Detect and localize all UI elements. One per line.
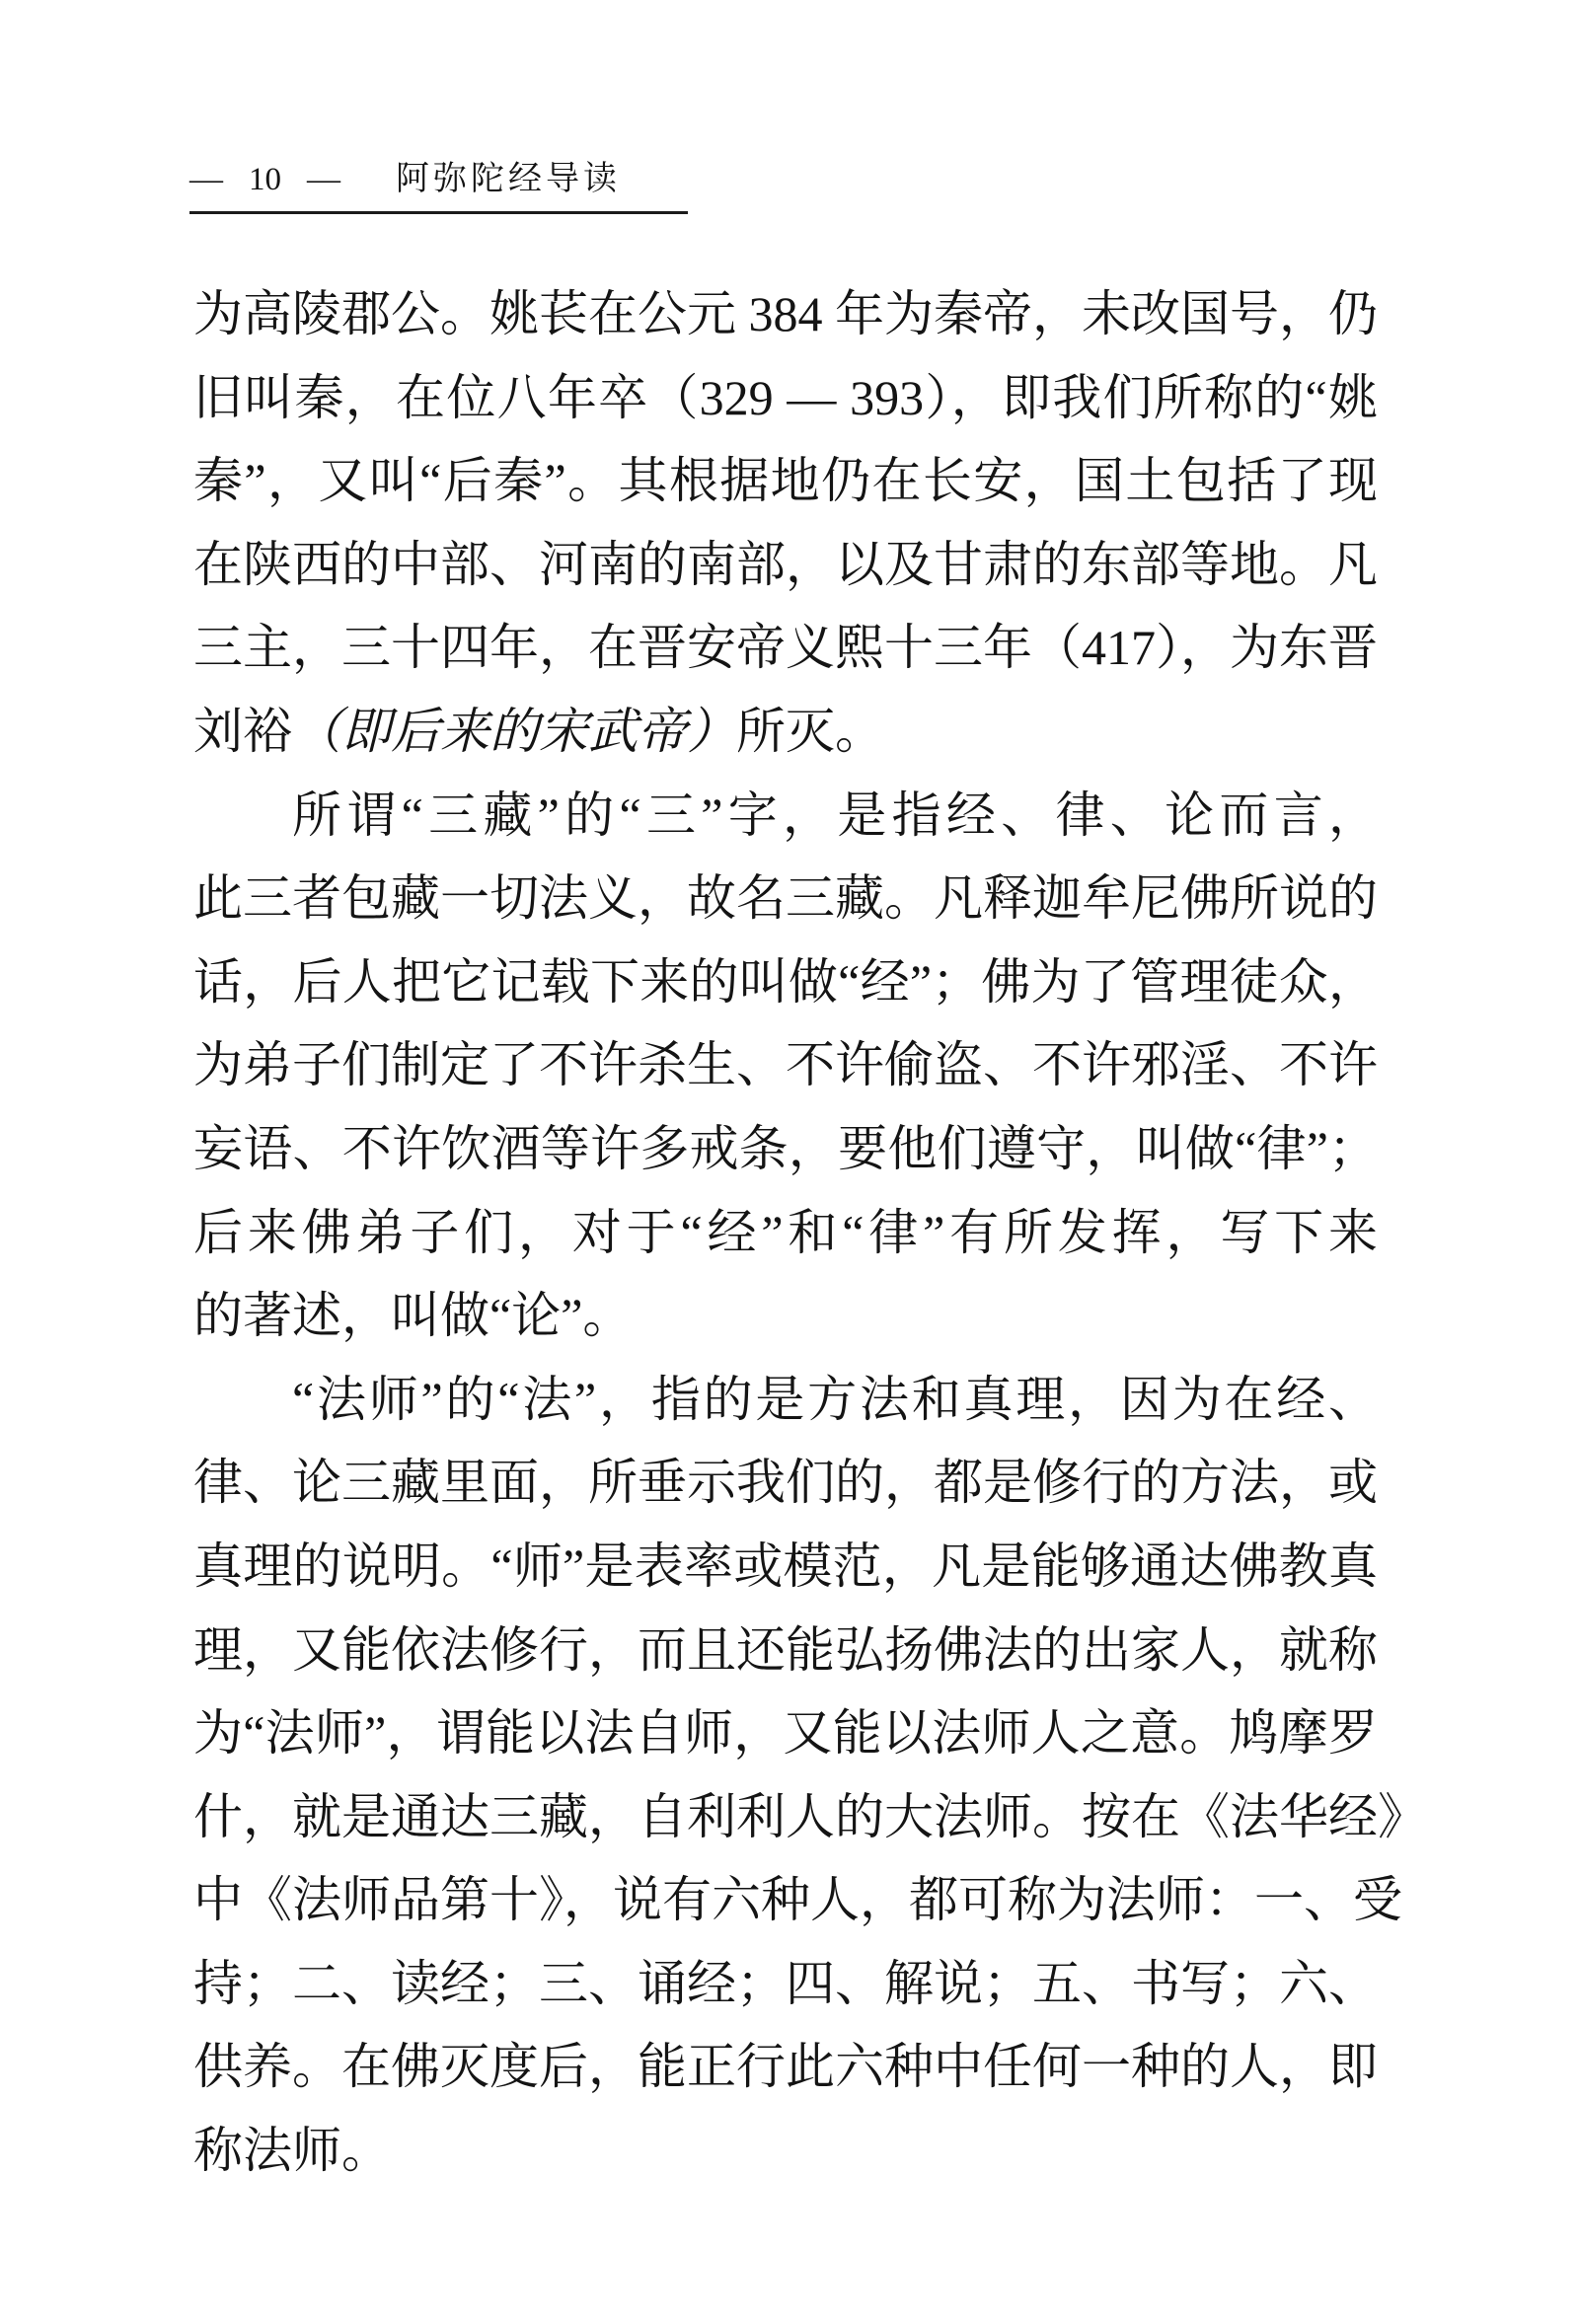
text-line: 话，后人把它记载下来的叫做“经”；佛为了管理徒众，	[193, 953, 1378, 1010]
paragraph-fashi	[193, 1358, 1427, 2193]
text-segment: 刘裕	[193, 703, 292, 759]
text-line: 中《法师品第十》，说有六种人，都可称为法师：一、受	[193, 1872, 1402, 1928]
text-line: 所谓“三藏”的“三”字，是指经、律、论而言，	[292, 787, 1378, 843]
text-line	[193, 690, 1378, 774]
text-line: 律、论三藏里面，所垂示我们的，都是修行的方法，或	[193, 1455, 1378, 1511]
text-line: 供养。在佛灭度后，能正行此六种中任何一种的人，即	[193, 2039, 1378, 2095]
paragraph-yaoqin	[193, 272, 1378, 774]
text-line: “法师”的“法”，指的是方法和真理，因为在经、	[292, 1371, 1378, 1427]
page-number-dash-right: —	[307, 161, 340, 197]
text-line: 为高陵郡公。姚苌在公元 384 年为秦帝，未改国号，仍	[193, 286, 1378, 341]
page-body	[193, 272, 1427, 2193]
text-line: 真理的说明。“师”是表率或模范，凡是能够通达佛教真	[193, 1537, 1378, 1594]
text-segment: 所灭。	[736, 703, 884, 759]
text-line: 后来佛弟子们，对于“经”和“律”有所发挥，写下来	[193, 1204, 1378, 1260]
text-line: 理，又能依法修行，而且还能弘扬佛法的出家人，就称	[193, 1621, 1378, 1678]
page-number: 10	[249, 162, 281, 197]
text-line: 三主，三十四年，在晋安帝义熙十三年（417），为东晋	[193, 620, 1378, 676]
text-line: 什，就是通达三藏，自利利人的大法师。按在《法华经》	[193, 1788, 1427, 1844]
text-segment-kai: （即后来的宋武帝）	[292, 703, 736, 759]
text-line: 为“法师”，谓能以法自师，又能以法师人之意。鸠摩罗	[193, 1705, 1378, 1762]
paragraph-sanzang	[193, 774, 1378, 1358]
text-line: 称法师。	[193, 2123, 391, 2179]
page-number-dash-left: —	[189, 161, 223, 197]
text-line: 在陕西的中部、河南的南部，以及甘肃的东部等地。凡	[193, 536, 1378, 592]
text-line: 妄语、不许饮酒等许多戒条，要他们遵守，叫做“律”；	[193, 1120, 1378, 1176]
text-line: 此三者包藏一切法义，故名三藏。凡释迦牟尼佛所说的	[193, 870, 1378, 927]
text-line: 为弟子们制定了不许杀生、不许偷盗、不许邪淫、不许	[193, 1037, 1378, 1093]
book-title: 阿弥陀经导读	[396, 161, 621, 197]
running-head	[189, 160, 688, 214]
text-line: 秦”，又叫“后秦”。其根据地仍在长安，国土包括了现	[193, 453, 1378, 509]
text-line: 持；二、读经；三、诵经；四、解说；五、书写；六、	[193, 1955, 1378, 2011]
text-line: 旧叫秦，在位八年卒（329 — 393），即我们所称的“姚	[193, 369, 1378, 425]
text-line: 的著述，叫做“论”。	[193, 1288, 633, 1344]
